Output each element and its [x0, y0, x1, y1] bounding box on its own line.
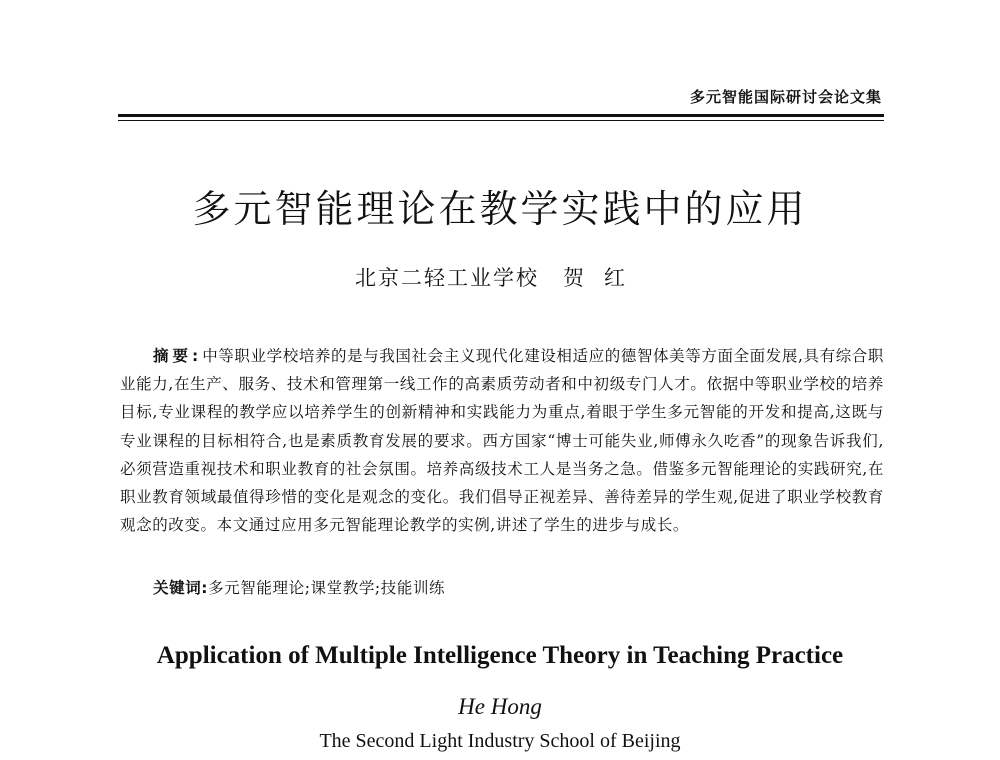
school-cn: 北京二轻工业学校 [355, 266, 539, 290]
header-rule-thick [118, 114, 884, 117]
abstract-label: 摘要: [153, 347, 203, 365]
keywords-text: 多元智能理论;课堂教学;技能训练 [208, 579, 446, 597]
author-line-cn [0, 262, 1000, 292]
header-rule-thin [118, 120, 884, 121]
abstract [120, 342, 884, 539]
paper-title-en: Application of Multiple Intelligence Theory in Teaching Practice [156, 642, 844, 669]
author-cn: 贺红 [563, 266, 645, 290]
paper-title-cn: 多元智能理论在教学实践中的应用 [192, 187, 808, 231]
author-en: He Hong [458, 694, 542, 719]
running-head: 多元智能国际研讨会论文集 [689, 88, 882, 106]
keywords-label: 关键词: [153, 579, 209, 597]
keywords [153, 576, 883, 598]
abstract-text: 中等职业学校培养的是与我国社会主义现代化建设相适应的德智体美等方面全面发展,具有综合职业能力,在生产、服务、技术和管理第一线工作的高素质劳动者和中初级专门人才。依据中等职业学校的培养目标,专业课程的教学应以培养学生的创新精神和实践能力为重点,着眼于学生多元智能的开发和提高,这既与专业课程的目标相符合,也是素质教育发展的要求。西方国家“博士可能失业,师傅永久吃香”的现象告诉我们,必须营造重视技术和职业教育的社会氛围。培养高级技术工人是当务之急。借鉴多元智能理论的实践研究,在职业教育领域最值得珍惜的变化是观念的变化。我们倡导正视差异、善待差异的学生观,促进了职业学校教育观念的改变。本文通过应用多元智能理论教学的实例,讲述了学生的进步与成长。 [120, 347, 884, 535]
affiliation-en: The Second Light Industry School of Beijing [319, 730, 681, 752]
